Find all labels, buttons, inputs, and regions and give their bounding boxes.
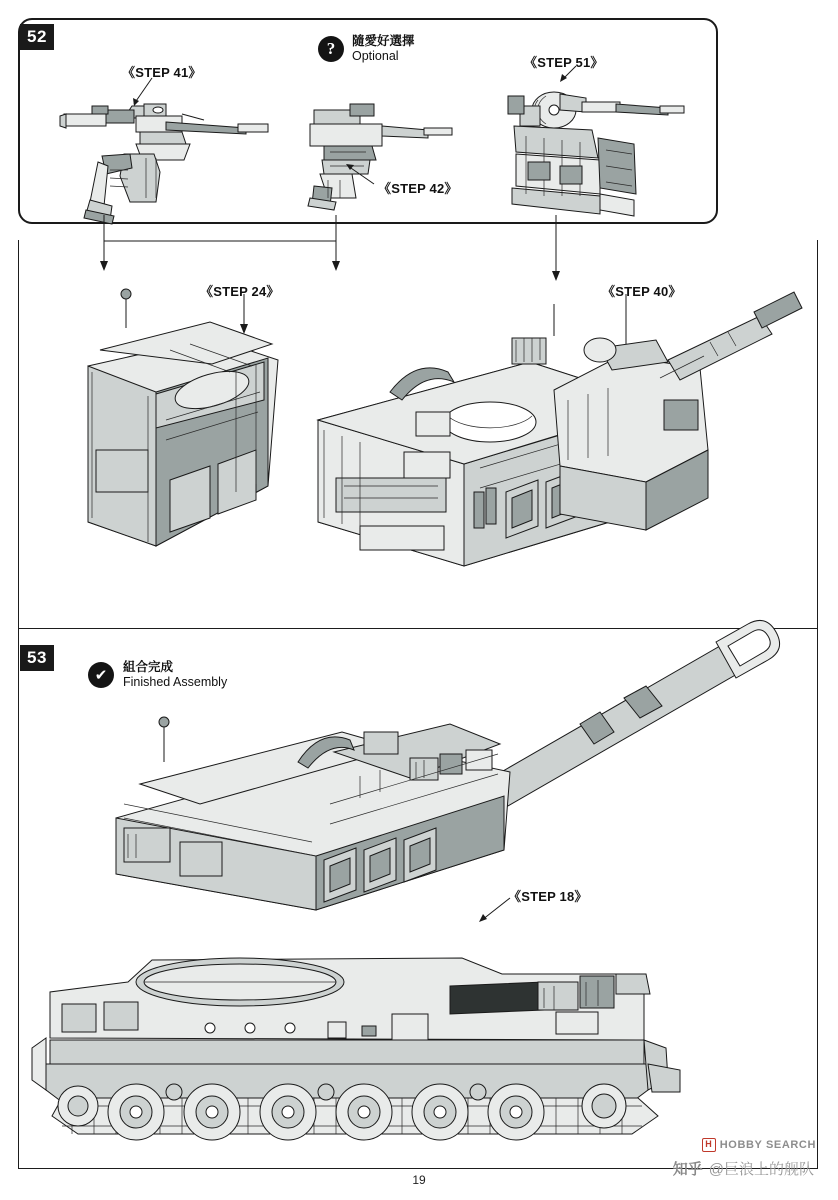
zhihu-logo: 知乎 bbox=[672, 1161, 703, 1178]
leader-step-51 bbox=[548, 62, 588, 86]
optional-badge bbox=[318, 34, 415, 65]
diagram-step-42-mount bbox=[300, 100, 470, 210]
optional-label-en: Optional bbox=[352, 49, 399, 64]
callout-step-24: 《STEP 24》 bbox=[200, 284, 280, 299]
frame-rule-right-top bbox=[817, 240, 818, 628]
finished-label-en: Finished Assembly bbox=[123, 675, 228, 690]
callout-step-42: 《STEP 42》 bbox=[378, 181, 458, 196]
finished-label-cn: 組合完成 bbox=[123, 660, 174, 674]
diagram-finished-vehicle-side-profile bbox=[32, 930, 692, 1150]
page-number: 19 bbox=[412, 1173, 426, 1187]
diagram-step-52-main-assembly bbox=[60, 300, 800, 600]
diagram-finished-vehicle-three-quarter bbox=[80, 612, 780, 932]
hobby-search-text: HOBBY SEARCH bbox=[719, 1139, 816, 1151]
callout-step-18: 《STEP 18》 bbox=[508, 889, 588, 904]
step-52-number-tab: 52 bbox=[20, 24, 54, 50]
frame-rule-left-top bbox=[18, 240, 19, 628]
zhihu-username: @巨浪上的舰队 bbox=[708, 1161, 814, 1178]
diagram-step-51-cupola bbox=[498, 76, 688, 226]
leader-step-42 bbox=[330, 158, 390, 192]
hobby-search-watermark bbox=[702, 1138, 816, 1152]
zhihu-watermark bbox=[673, 1158, 814, 1179]
check-mark-icon: ✔ bbox=[88, 662, 114, 688]
callout-step-40: 《STEP 40》 bbox=[602, 284, 682, 299]
step-53-number-tab: 53 bbox=[20, 645, 54, 671]
callout-step-51: 《STEP 51》 bbox=[524, 55, 604, 70]
callout-step-41: 《STEP 41》 bbox=[122, 65, 202, 80]
frame-rule-left-bottom bbox=[18, 628, 19, 1168]
question-mark-icon: ? bbox=[318, 36, 344, 62]
optional-label-cn: 隨愛好選擇 bbox=[352, 34, 415, 48]
leader-step-41 bbox=[130, 74, 190, 114]
frame-rule-right-bottom bbox=[817, 628, 818, 1168]
hobby-search-mark-icon: H bbox=[702, 1138, 716, 1152]
